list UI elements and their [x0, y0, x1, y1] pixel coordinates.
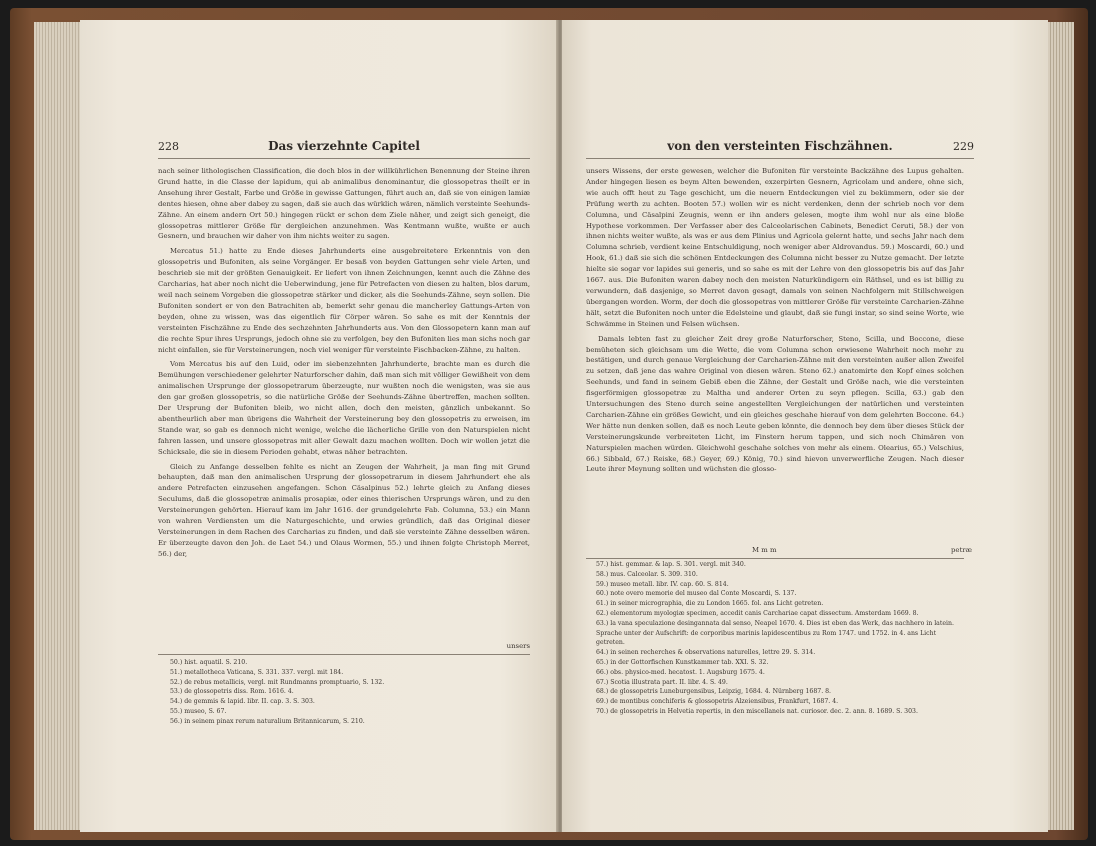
- right-running-head: [586, 138, 974, 159]
- footnote: 64.) in seinen recherches & observations naturelles, lettre 29. S. 314.: [596, 649, 816, 657]
- footnote: 56.) in seinem pinax rerum naturalium Britannicarum, S. 210.: [170, 717, 365, 725]
- footnote: 62.) elementorum myologiæ specimen, accedit canis Carchariae capat dissectum. Amsterdam 1669. 8.: [596, 609, 919, 617]
- footnote-rule: [158, 654, 530, 655]
- paragraph: unsers Wissens, der erste gewesen, welcher die Bufoniten für versteinte Backzähne des Lupus gehalten. Ander hingegen liesen es beym Alten bewenden, exzerpirten Gesnern, Agricolam und andere, ohne sich, wie auch offt heut zu Tage geschicht, um die neuern Entdeckungen viel zu bekümmern, oder sie der Prüfung werth zu achten. Booten 57.) wollen wir es nicht verdenken, denn der schrieb noch vor dem Columna, und Cäsalpini Zeugnis, wenn er ihn anders gelesen, mogte ihm wohl nur als eine bloße Hypothese vorkommen. Der Verfasser aber des Calceolarischen Cabinets, Benedict Ceruti, 58.) der von ihnen nichts weiter wußte, als was er aus dem Plinius und Agricola gelernt hatte, und sechs Jahr nach dem Columna schrieb, verdient keine Entschuldigung, noch weniger aber Aldrovandus. 59.) Moscardi, 60.) und Hook, 61.) daß sie sich die schönen Entdeckungen des Columna nicht besser zu Nutze gemacht. Der letzte hielte sie sogar vor lapides sui generis, und so sahe es mit der Lehre von den glossopetris bis auf das Jahr 1667. aus. Die Bufoniten waren dabey noch den meisten Naturkündigern ein Räthsel, und es ist billig zu verwundern, daß dasjenige, so Merret davon gesagt, damals von seinen Nachfolgern mit Stillschweigen übergangen worden. Worm, der doch die glossopetras von mittlerer Größe für versteinte Carcharien-Zähne hält, setzt die Bufoniten noch unter die Edelsteine und glaubt, daß sie fungi instar, so sind seine Worte, wie Schwämme in Steinen und Felsen wüchsen.: [586, 167, 964, 328]
- footnote: 70.) de glossopetris in Helvetia repertis, in den miscellaneis nat. curiosor. dec. 2. ann. 8. 1689. S. 303.: [596, 707, 918, 715]
- footnote: 59.) museo metall. libr. IV. cap. 60. S. 814.: [596, 580, 729, 588]
- footnote: 51.) metallotheca Vaticana, S. 331. 337. vergl. mit 184.: [170, 668, 344, 676]
- catchword: petræ: [950, 546, 972, 554]
- footnote: 55.) museo, S. 67.: [170, 707, 227, 715]
- right-body-text: [586, 166, 964, 479]
- page-number: 229: [953, 140, 974, 153]
- footnote: 58.) mus. Calceolar. S. 309. 310.: [596, 570, 698, 578]
- book: [10, 8, 1088, 840]
- footnote: 68.) de glossopetris Luneburgensibus, Leipzig, 1684. 4. Nürnberg 1687. 8.: [596, 688, 832, 696]
- footnote: 67.) Scotia illustrata part. II. libr. 4. S. 49.: [596, 678, 728, 686]
- footnote: 57.) hist. gemmar. & lap. S. 301. vergl. mit 340.: [596, 561, 746, 568]
- left-running-head: [158, 138, 530, 159]
- running-head-title: von den versteinten Fischzähnen.: [667, 139, 893, 153]
- paragraph: Vom Mercatus bis auf den Luid, oder im siebenzehnten Jahrhunderte, brachte man es durch die Bemühungen verschiedener gelehrter Naturforscher dahin, daß man sich mit völliger Gewißheit von dem animalischen Ursprunge der glossopetrarum überzeugte, nur wußten noch die wenigsten, was sie aus den gar großen glossopetris, so die natürliche Größe der Seehunds-Zähne übertreffen, machen sollten. Der Ursprung der Bufoniten bleib, wo nicht allen, doch den meisten, gänzlich unbekannt. So abentheurlich aber man übrigens die Wahrheit der Versteinerung bey den glossopetris zu erweisen, im Stande war, so gab es dennoch nicht wenige, welche die lächerliche Grille von den Naturspielen nicht fahren lassen, und unsere glossopetras mit aller Gewalt dazu machen wollten. Doch wir wollen jetzt die Schicksale, die sie in diesem Perioden gehabt, etwas näher betrachten.: [158, 360, 530, 456]
- footnote: 60.) note overo memorie del museo dal Conte Moscardi, S. 137.: [596, 590, 797, 598]
- catchword: unsers: [506, 642, 530, 650]
- paragraph: Damals lebten fast zu gleicher Zeit drey große Naturforscher, Steno, Scilla, und Boccone, diese bemüheten sich gleichsam um die Wette, die vom Columna schon erwiesene Wahrheit noch mehr zu bestätigen, und durch genaue Vergleichung der Carcharien-Zähne mit den versteinten außer allen Zweifel zu setzen, daß jene das wahre Original von diesen wären. Steno 62.) anatomirte den Kopf eines solchen Seehunds, und fand in seinem Gebiß eben die Zähne, der Gestalt und Größe nach, wie die versteinten fisgerförmigen glossopetræ zu Maltha und anderer Orten zu seyn pflegen. Scilla, 63.) gab den Untersuchungen des Steno durch seine angestellten Vergleichungen der natürlichen und versteinten Carcharien-Zähne ein größes Gewicht, und ein gleiches geschahe hierauf von dem gelehrten Boccone. 64.) Wer hätte nun denken sollen, daß es noch Leute geben könnte, die dennoch bey dem über dieses Stück der Versteinerungskunde verbreiteten Licht, im Finstern herum tappen, und sich noch Chimären von Naturspielen machen würden. Gleichwohl geschahe solches von mehr als einem. Olearius, 65.) Velschius, 66.) Sibbald, 67.) Reiske, 68.) Geyer, 69.) König, 70.) sind hievon unverwerfliche Zeugen. Nach dieser Leute ihrer Meynung sollten und wüchsten die glosso-: [586, 334, 964, 474]
- page-edges-left: [34, 22, 80, 830]
- footnote: 52.) de rebus metallicis, vergl. mit Rundmanns promptuario, S. 132.: [170, 678, 385, 686]
- left-body-text: [158, 166, 530, 564]
- right-footnotes: [596, 560, 964, 717]
- left-footnotes: [170, 658, 530, 727]
- footnote: 61.) in seiner micrographia, die zu London 1665. fol. ans Licht getreten.: [596, 600, 824, 608]
- footnote: 53.) de glossopetris diss. Rom. 1616. 4.: [170, 688, 294, 696]
- footnote: 63.) la vana speculazione desingannata dal senso, Neapel 1670. 4. Dies ist eben das Werk, das nachhero in latein. Sprache unter der Aufschrift: de corporibus marinis lapidescentibus zu Rom 1747. und 1752. in 4. ans Licht getreten.: [596, 619, 954, 647]
- running-head-title: Das vierzehnte Capitel: [268, 139, 420, 153]
- footnote-rule: [586, 558, 964, 559]
- footnote: 66.) obs. physico-med. hecatost. 1. Augsburg 1675. 4.: [596, 668, 765, 676]
- footnote: 50.) hist. aquatil. S. 210.: [170, 659, 248, 666]
- page-number: 228: [158, 140, 179, 153]
- page-edges-right: [1048, 22, 1074, 830]
- paragraph: nach seiner lithologischen Classification, die doch blos in der willkührlichen Benennung der Steine ihren Grund hatte, in die Classe der lapidum, qui ab animalibus denominantur, die glossopetras theilt er in Ansehung ihrer Gestalt, Farbe und Größe in gewisse Gattungen, führt auch an, daß sie von einigen lamiæ dentes hiesen, ohne aber dabey zu sagen, daß sie auch das würklich wären, nämlich versteinte Seehunds-Zähne. An einem andern Ort 50.) hingegen rückt er schon dem Ziele näher, und zeigt sich geneigt, die glossopetras mittlerer Größe für dergleichen anzunehmen. Was Kentmann wußte, wußte er auch Gesnern, und brauchen wir daher von ihm nichts weiter zu sagen.: [158, 167, 530, 241]
- footnote: 65.) in der Gottorfischen Kunstkammer tab. XXI. S. 32.: [596, 658, 769, 666]
- right-page: [562, 20, 1048, 832]
- left-page: [80, 20, 558, 832]
- footnote: 54.) de gemmis & lapid. libr. II. cap. 3. S. 303.: [170, 698, 315, 706]
- paragraph: Mercatus 51.) hatte zu Ende dieses Jahrhunderts eine ausgebreitetere Erkenntnis von den glossopetris und Bufoniten, als seine Vorgänger. Er besaß von beyden Gattungen sehr viele Arten, und beschrieb sie mit der größten Genauigkeit. Er liefert von ihnen Zeichnungen, kennt auch die Zähne des Carcharias, hat aber noch nicht die Ueberwindung, jene für Petrefacten von diesen zu halten, blos darum, weil nach seinem Vorgeben die glossopetræ stärker und dicker, als die Seehunds-Zähne, seyn sollen. Die Bufoniten sondert er von den Batrachiten ab, bemerkt sehr genau die mancherley Gattungs-Arten von beyden, ohne zu wissen, was das eigentlich für Cörper wären. So sahe es mit der Kenntnis der versteinten Fischzähne zu Ende des sechzehnten Jahrhunderts aus. Von den Glossopetern kann man auf die rechte Spur ihres Ursprungs, jedoch ohne sie zu verfolgen, bey den Bufoniten lies man sichs noch gar nicht einfallen, sie für Versteinerungen, noch viel weniger für versteinte Fischbacken-Zähne, zu halten.: [158, 247, 531, 354]
- paragraph: Gleich zu Anfange desselben fehlte es nicht an Zeugen der Wahrheit, ja man fing mit Grund behaupten, daß man den animalischen Ursprung der glossopetrarum in diesem Jahrhundert ehe als andere Petrefacten einzusehen angefangen. Schon Cäsalpinus 52.) lehrte gleich zu Anfang dieses Seculums, daß die glossopetræ animalis prosapiæ, oder eines thierischen Ursprungs wären, und zu den Versteinerungen gehörten. Hierauf kam im Jahr 1616. der grundgelehrte Fab. Columna, 53.) ein Mann von wahren Verdiensten um die Naturgeschichte, und erwies gründlich, daß das Original dieser Versteinerungen in dem Rachen des Carcharias zu finden, und daß sie versteinte Zähne desselben wären. Er überzeugte davon den Joh. de Laet 54.) und Olaus Wormen, 55.) und ihnen folgte Christoph Merret, 56.) der,: [158, 462, 530, 558]
- footnote: 69.) de montibus conchiferis & glossopetris Alzeiensibus, Frankfurt, 1687. 4.: [596, 698, 839, 706]
- signature-mark: M m m: [752, 546, 777, 554]
